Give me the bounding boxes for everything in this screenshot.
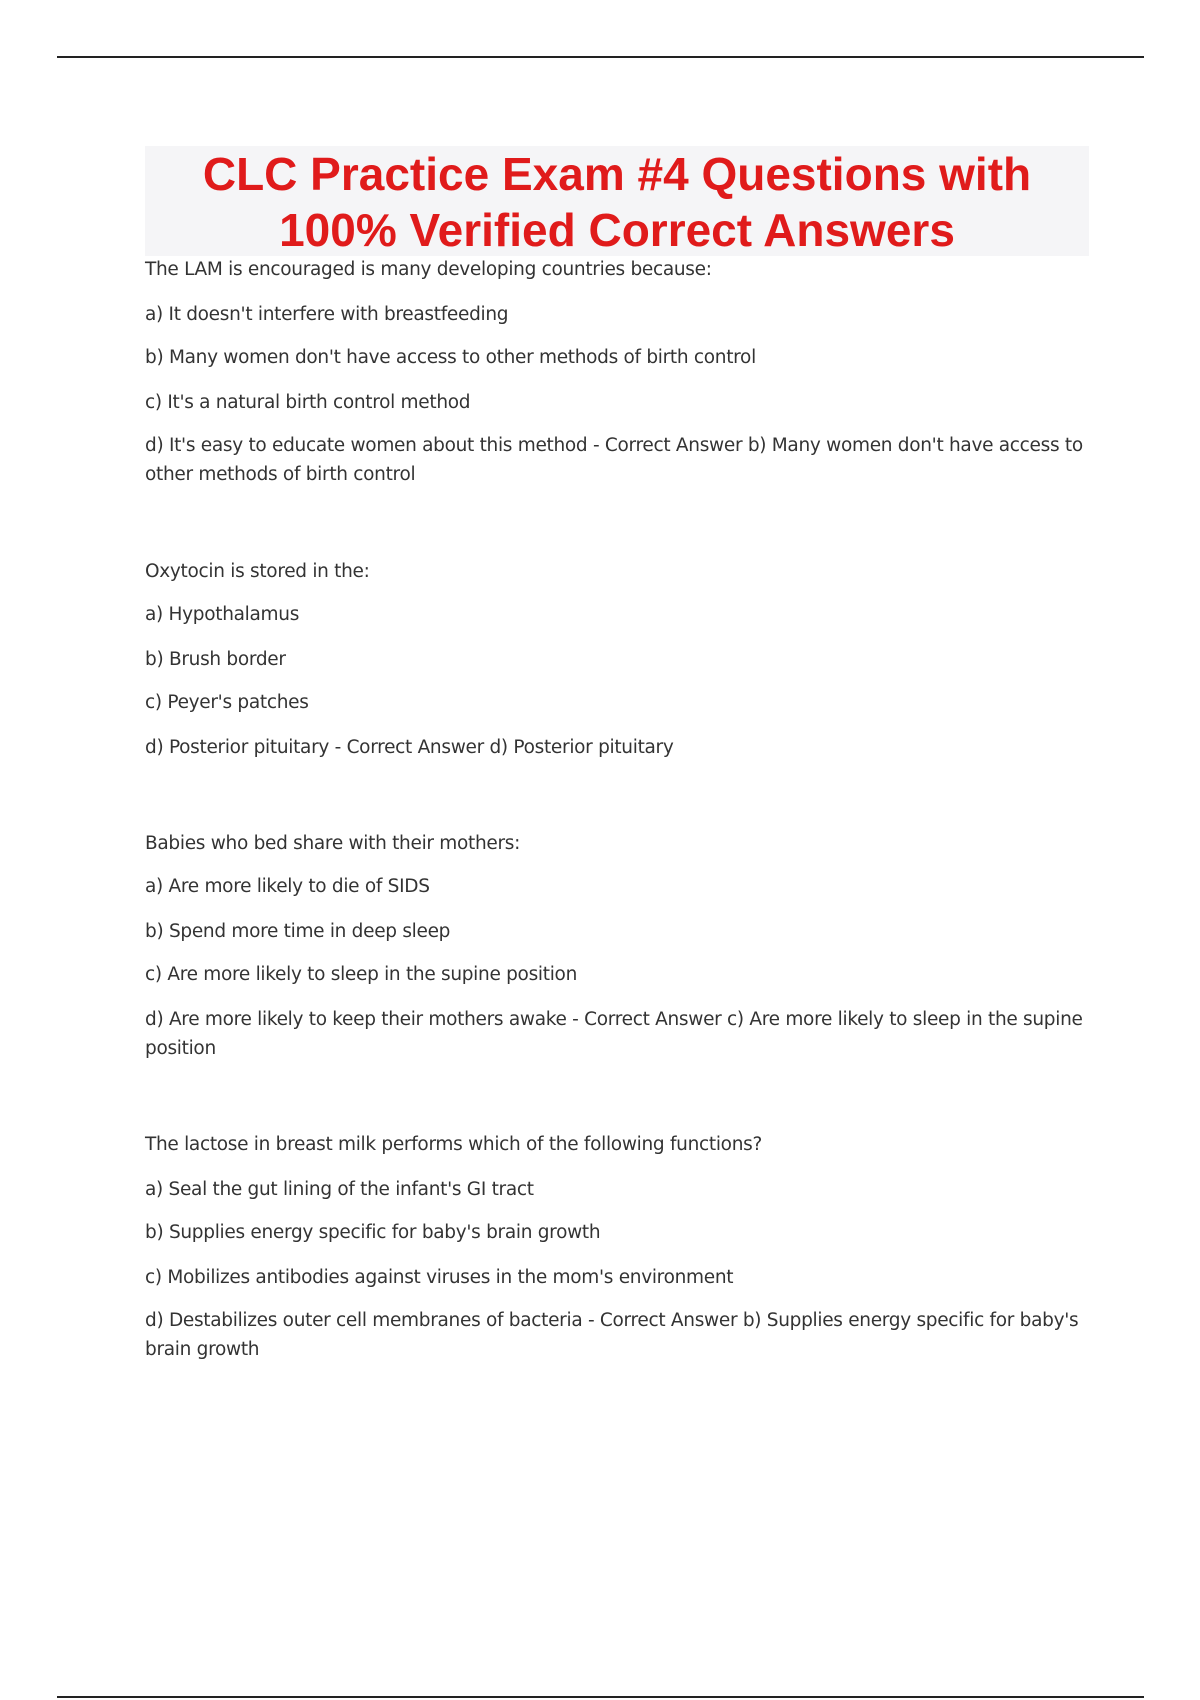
- question-text: Oxytocin is stored in the:: [145, 561, 370, 582]
- option-d-answer: d) It's easy to educate women about this method - Correct Answer b) Many women don't have access to: [145, 435, 1083, 456]
- option-a: a) Seal the gut lining of the infant's GI tract: [145, 1179, 534, 1200]
- option-d-answer: d) Are more likely to keep their mothers awake - Correct Answer c) Are more likely to sleep in the supine: [145, 1009, 1083, 1030]
- option-c: c) It's a natural birth control method: [145, 392, 471, 413]
- option-a: a) Hypothalamus: [145, 604, 300, 625]
- top-rule: [57, 56, 1144, 58]
- option-d-answer: d) Posterior pituitary - Correct Answer d) Posterior pituitary: [145, 737, 674, 758]
- option-c: c) Peyer's patches: [145, 692, 309, 713]
- title-line-1: CLC Practice Exam #4 Questions with: [202, 148, 1032, 200]
- question-text: The LAM is encouraged is many developing countries because:: [145, 259, 712, 280]
- question-block: [145, 255, 1095, 489]
- option-c: c) Are more likely to sleep in the supine position: [145, 964, 577, 985]
- option-a: a) It doesn't interfere with breastfeeding: [145, 304, 509, 325]
- title-banner: [145, 146, 1089, 256]
- title-line-2: 100% Verified Correct Answers: [279, 204, 955, 256]
- question-text: Babies who bed share with their mothers:: [145, 833, 521, 854]
- question-block: [145, 829, 1095, 1063]
- option-b: b) Supplies energy specific for baby's brain growth: [145, 1222, 601, 1243]
- option-d-answer-cont: brain growth: [145, 1339, 260, 1360]
- option-d-answer-cont: other methods of birth control: [145, 464, 416, 485]
- question-text: The lactose in breast milk performs which of the following functions?: [145, 1134, 762, 1155]
- option-d-answer: d) Destabilizes outer cell membranes of bacteria - Correct Answer b) Supplies energy specific for baby's: [145, 1310, 1079, 1331]
- option-b: b) Brush border: [145, 649, 286, 670]
- question-block: [145, 1130, 1095, 1364]
- bottom-rule: [57, 1696, 1144, 1698]
- option-c: c) Mobilizes antibodies against viruses in the mom's environment: [145, 1267, 734, 1288]
- option-a: a) Are more likely to die of SIDS: [145, 876, 430, 897]
- option-b: b) Many women don't have access to other methods of birth control: [145, 347, 756, 368]
- option-b: b) Spend more time in deep sleep: [145, 921, 451, 942]
- question-block: [145, 557, 1095, 762]
- option-d-answer-cont: position: [145, 1038, 216, 1059]
